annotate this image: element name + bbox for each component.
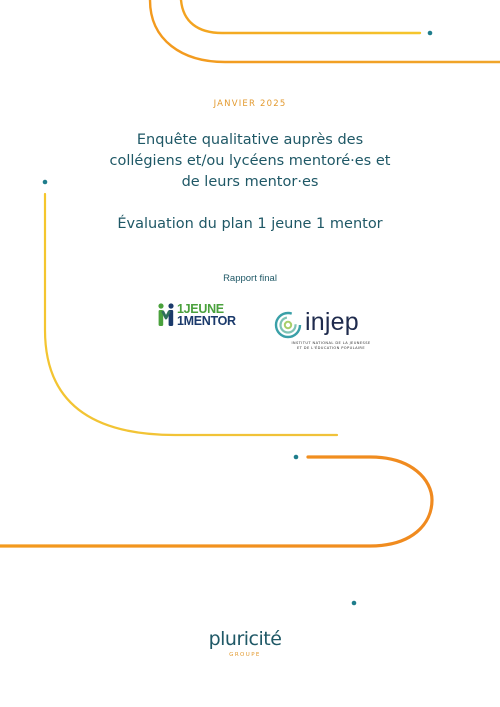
title-line: de leurs mentor·es [181, 174, 319, 190]
report-subtitle: Évaluation du plan 1 jeune 1 mentor [117, 216, 383, 232]
pluricite-wordmark: pluricité [208, 628, 282, 650]
logo-line-jeune: 1JEUNE [177, 302, 224, 316]
report-title [60, 130, 440, 193]
pluricite-logo [190, 628, 310, 664]
injep-wordmark: injep [305, 308, 359, 336]
injep-tagline [286, 341, 376, 351]
title-line: collégiens et/ou lycéens mentoré·es et [109, 153, 391, 169]
title-line: Enquête qualitative auprès des [136, 132, 364, 148]
injep-tagline-line: INSTITUT NATIONAL DE LA JEUNESSE [291, 341, 371, 345]
injep-tagline-line: ET DE L'ÉDUCATION POPULAIRE [296, 346, 365, 351]
report-date: JANVIER 2025 [213, 99, 287, 109]
left-teal-dot [43, 180, 48, 185]
middle-orange-curve [0, 457, 432, 546]
injep-logo [274, 310, 374, 360]
middle-teal-dot [294, 455, 299, 460]
mentor-figures-icon [156, 302, 176, 328]
1jeune-1mentor-logo [156, 300, 248, 330]
injep-spiral-icon [274, 310, 304, 340]
bottom-teal-dot [352, 601, 357, 606]
report-type: Rapport final [223, 273, 277, 284]
top-teal-dot [428, 31, 433, 36]
logo-line-mentor: 1MENTOR [177, 314, 236, 328]
pluricite-group-label: GROUPE [229, 652, 261, 658]
top-yellow-arc [181, 0, 420, 33]
